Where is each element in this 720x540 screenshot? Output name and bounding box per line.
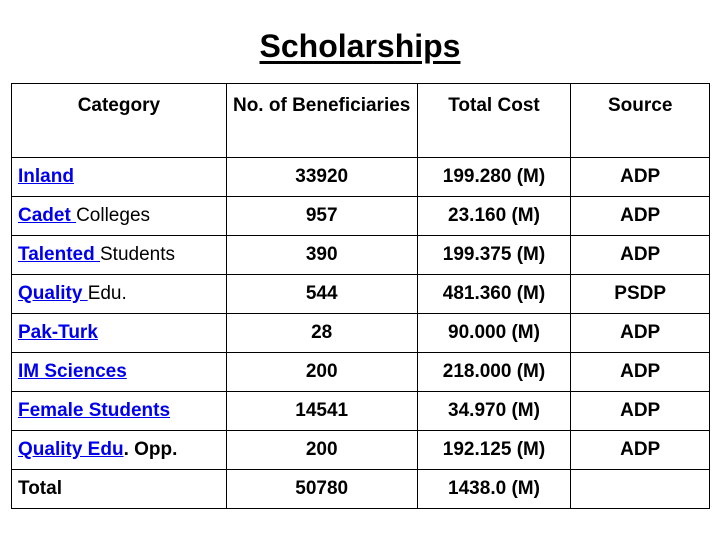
category-suffix: Colleges bbox=[76, 205, 151, 226]
total-beneficiaries: 50780 bbox=[226, 470, 417, 509]
beneficiaries-cell: 957 bbox=[226, 197, 417, 236]
category-suffix: . Opp. bbox=[123, 439, 178, 460]
category-link-female-students[interactable]: Female Students bbox=[18, 400, 171, 421]
source-cell: ADP bbox=[571, 236, 710, 275]
header-beneficiaries: No. of Beneficiaries bbox=[226, 84, 417, 158]
beneficiaries-cell: 390 bbox=[226, 236, 417, 275]
source-cell: ADP bbox=[571, 197, 710, 236]
header-row bbox=[12, 84, 710, 158]
cost-cell: 90.000 (M) bbox=[417, 314, 571, 353]
category-cell bbox=[12, 392, 227, 431]
table-row bbox=[12, 431, 710, 470]
category-cell bbox=[12, 314, 227, 353]
cost-cell: 199.280 (M) bbox=[417, 158, 571, 197]
total-label: Total bbox=[12, 470, 227, 509]
table-row bbox=[12, 158, 710, 197]
beneficiaries-cell: 544 bbox=[226, 275, 417, 314]
category-cell bbox=[12, 197, 227, 236]
total-source bbox=[571, 470, 710, 509]
header-source: Source bbox=[571, 84, 710, 158]
category-suffix: Edu. bbox=[87, 283, 127, 304]
cost-cell: 192.125 (M) bbox=[417, 431, 571, 470]
source-cell: ADP bbox=[571, 314, 710, 353]
category-link-cadet[interactable]: Cadet bbox=[18, 205, 77, 226]
page-title: Scholarships bbox=[259, 28, 461, 64]
category-link-pak-turk[interactable]: Pak-Turk bbox=[18, 322, 98, 343]
source-cell: ADP bbox=[571, 158, 710, 197]
header-total-cost: Total Cost bbox=[417, 84, 571, 158]
table-row bbox=[12, 392, 710, 431]
table-row bbox=[12, 314, 710, 353]
source-cell: ADP bbox=[571, 392, 710, 431]
category-cell bbox=[12, 275, 227, 314]
cost-cell: 199.375 (M) bbox=[417, 236, 571, 275]
table-row bbox=[12, 197, 710, 236]
category-link-talented[interactable]: Talented bbox=[18, 244, 100, 265]
total-cost: 1438.0 (M) bbox=[417, 470, 571, 509]
category-cell bbox=[12, 431, 227, 470]
category-link-quality[interactable]: Quality bbox=[18, 283, 88, 304]
table-row bbox=[12, 236, 710, 275]
header-category: Category bbox=[12, 84, 227, 158]
category-cell bbox=[12, 236, 227, 275]
table-row bbox=[12, 353, 710, 392]
cost-cell: 34.970 (M) bbox=[417, 392, 571, 431]
scholarships-table bbox=[11, 83, 710, 509]
source-cell: ADP bbox=[571, 353, 710, 392]
beneficiaries-cell: 14541 bbox=[226, 392, 417, 431]
beneficiaries-cell: 200 bbox=[226, 431, 417, 470]
category-link-inland[interactable]: Inland bbox=[18, 166, 74, 187]
category-suffix: Students bbox=[100, 244, 175, 265]
beneficiaries-cell: 33920 bbox=[226, 158, 417, 197]
category-link-im-sciences[interactable]: IM Sciences bbox=[18, 361, 127, 382]
total-row bbox=[12, 470, 710, 509]
beneficiaries-cell: 28 bbox=[226, 314, 417, 353]
table-row bbox=[12, 275, 710, 314]
category-cell bbox=[12, 158, 227, 197]
cost-cell: 23.160 (M) bbox=[417, 197, 571, 236]
cost-cell: 481.360 (M) bbox=[417, 275, 571, 314]
source-cell: PSDP bbox=[571, 275, 710, 314]
beneficiaries-cell: 200 bbox=[226, 353, 417, 392]
source-cell: ADP bbox=[571, 431, 710, 470]
category-cell bbox=[12, 353, 227, 392]
cost-cell: 218.000 (M) bbox=[417, 353, 571, 392]
category-link-quality-edu[interactable]: Quality Edu bbox=[18, 439, 124, 460]
